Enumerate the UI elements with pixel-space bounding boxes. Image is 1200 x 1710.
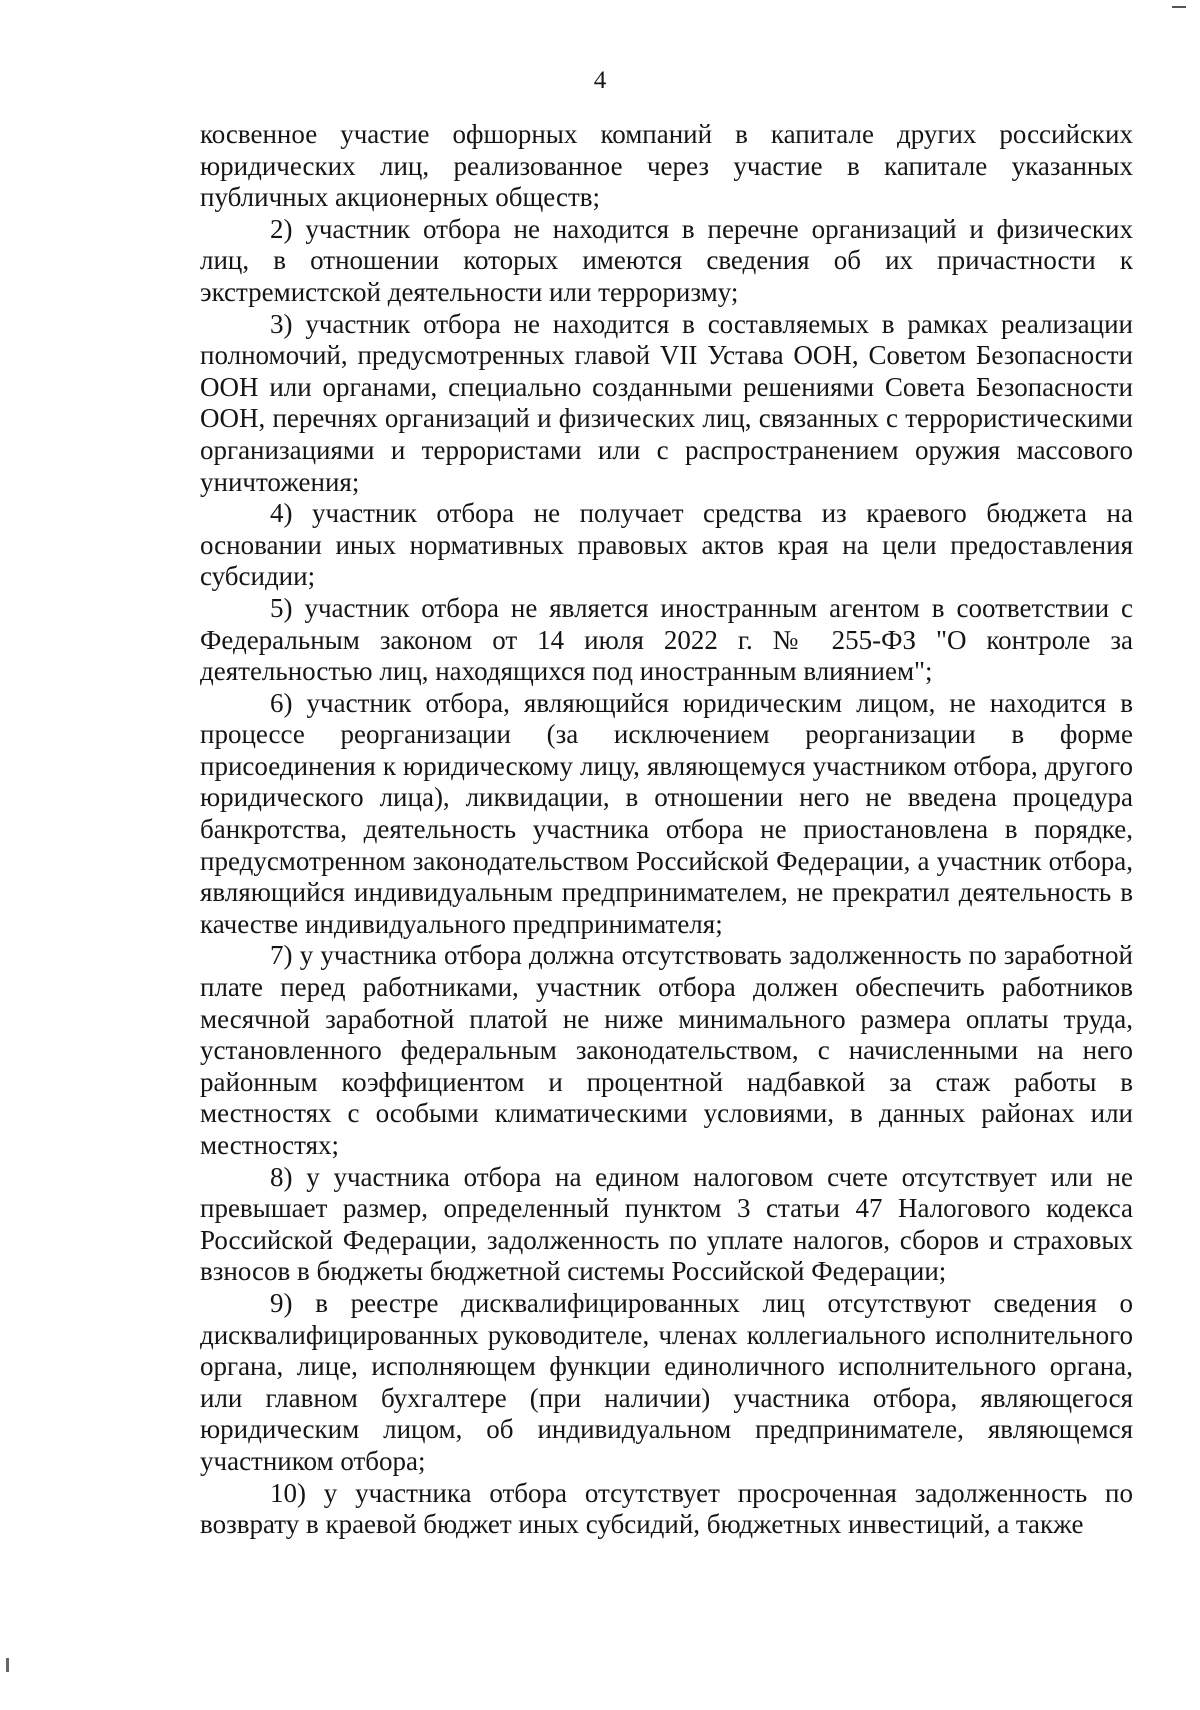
document-body (200, 119, 1133, 1541)
paragraph-item-6: 6) участник отбора, являющийся юридическим лицом, не находится в процессе реорганизации (за исключением реорганизации в форме присоединения к юридическому лицу, являющемуся участником отбора, другого юридического лица), ликвидации, в отношении него не введена процедура банкротства, деятельность участника отбора не приостановлена в порядке, предусмотренном законодательством Российской Федерации, а участник отбора, являющийся индивидуальным предпринимателем, не прекратил деятельность в качестве индивидуального предпринимателя; (200, 687, 1133, 939)
scan-edge-mark (1172, 6, 1186, 8)
paragraph-item-4: 4) участник отбора не получает средства из краевого бюджета на основании иных нормативных правовых актов края на цели предоставления субсидии; (200, 498, 1133, 592)
page-number: 4 (593, 67, 607, 94)
paragraph-item-9: 9) в реестре дисквалифицированных лиц отсутствуют сведения о дисквалифицированных руководителе, членах коллегиального исполнительного органа, лице, исполняющем функции единоличного исполнительного органа, или главном бухгалтере (при наличии) участника отбора, являющегося юридическим лицом, об индивидуальном предпринимателе, являющемся участником отбора; (200, 1287, 1133, 1476)
paragraph-item-3: 3) участник отбора не находится в составляемых в рамках реализации полномочий, предусмотренных главой VII Устава ООН, Советом Безопасности ООН или органами, специально созданными решениями Совета Безопасности ООН, перечнях организаций и физических лиц, связанных с террористическими организациями и террористами или с распространением оружия массового уничтожения; (200, 308, 1133, 497)
paragraph-item-2: 2) участник отбора не находится в перечне организаций и физических лиц, в отношении которых имеются сведения об их причастности к экстремистской деятельности или терроризму; (200, 213, 1133, 307)
paragraph-item-10: 10) у участника отбора отсутствует просроченная задолженность по возврату в краевой бюджет иных субсидий, бюджетных инвестиций, а также (200, 1477, 1133, 1540)
paragraph-item-8: 8) у участника отбора на едином налоговом счете отсутствует или не превышает размер, определенный пунктом 3 статьи 47 Налогового кодекса Российской Федерации, задолженность по уплате налогов, сборов и страховых взносов в бюджеты бюджетной системы Российской Федерации; (200, 1161, 1133, 1287)
paragraph-continuation: косвенное участие офшорных компаний в капитале других российских юридических лиц, реализованное через участие в капитале указанных публичных акционерных обществ; (200, 119, 1133, 213)
paragraph-item-5: 5) участник отбора не является иностранным агентом в соответствии с Федеральным законом от 14 июля 2022 г. № 255-ФЗ "О контроле за деятельностью лиц, находящихся под иностранным влиянием"; (200, 592, 1133, 687)
paragraph-item-7: 7) у участника отбора должна отсутствовать задолженность по заработной плате перед работниками, участник отбора должен обеспечить работников месячной заработной платой не ниже минимального размера оплаты труда, установленного федеральным законодательством, с начисленными на него районным коэффициентом и процентной надбавкой за стаж работы в местностях с особыми климатическими условиями, в данных районах или местностях; (200, 940, 1133, 1160)
scan-edge-mark (6, 1658, 9, 1672)
